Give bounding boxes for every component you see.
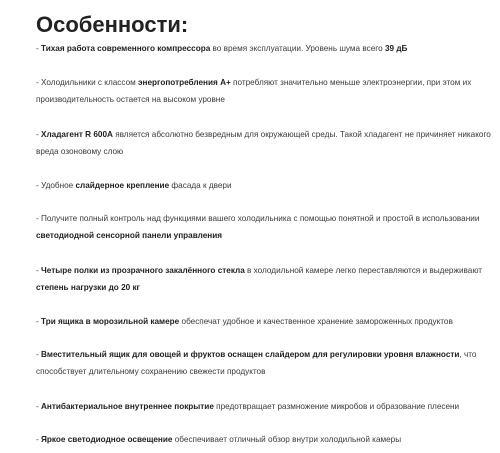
- feature-item-shelves: [36, 262, 498, 296]
- feature-text: во время эксплуатации. Уровень шума всего: [210, 44, 385, 53]
- feature-text: обеспечат удобное и качественное хранение замороженных продуктов: [179, 317, 453, 326]
- feature-dash: -: [36, 78, 42, 87]
- feature-item-freezer-drawers: [36, 313, 498, 330]
- feature-dash: -: [36, 44, 42, 53]
- feature-text: обеспечивает отличный обзор внутри холодильной камеры: [172, 435, 402, 444]
- feature-item-compressor: [36, 40, 498, 57]
- feature-dash: -: [36, 214, 42, 223]
- feature-dash: -: [36, 317, 42, 326]
- feature-dash: -: [36, 130, 42, 139]
- feature-text-pre: Холодильники с классом: [41, 78, 139, 87]
- feature-item-energy: [36, 74, 498, 108]
- feature-dash: -: [36, 181, 42, 190]
- feature-text: потребляют значительно меньше электроэнергии, при этом их производительность остается на высоком уровне: [36, 78, 472, 104]
- feature-item-antibacterial: [36, 398, 498, 415]
- feature-item-vegetable-drawer: [36, 346, 498, 380]
- feature-text-pre: Удобное: [41, 181, 76, 190]
- feature-bold-2: степень нагрузки до 20 кг: [36, 283, 140, 292]
- feature-item-slider-mount: [36, 177, 498, 194]
- feature-text: является абсолютно безвредным для окружающей среды. Такой хладагент не причиняет никакого вреда озоновому слою: [36, 130, 491, 156]
- feature-bold: Четыре полки из прозрачного закалённого стекла: [41, 266, 245, 275]
- feature-text: в холодильной камере легко переставляются и выдерживают: [244, 266, 483, 275]
- feature-bold: Три ящика в морозильной камере: [41, 317, 180, 326]
- feature-bold: Антибактериальное внутреннее покрытие: [41, 402, 214, 411]
- feature-text: фасада к двери: [169, 181, 232, 190]
- feature-bold: энергопотребления A+: [138, 78, 231, 87]
- feature-bold: светодиодной сенсорной панели управления: [36, 231, 223, 240]
- feature-bold-2: 39 дБ: [384, 44, 408, 53]
- page-title: Особенности:: [36, 12, 189, 37]
- feature-text: предотвращает размножение микробов и образование плесени: [213, 402, 460, 411]
- feature-bold: Тихая работа современного компрессора: [41, 44, 211, 53]
- feature-item-lighting: [36, 431, 498, 448]
- feature-item-control-panel: [36, 210, 498, 244]
- feature-dash: -: [36, 266, 42, 275]
- feature-bold: Хладагент R 600A: [41, 130, 113, 139]
- feature-dash: -: [36, 402, 42, 411]
- feature-text-pre: Получите полный контроль над функциями вашего холодильника с помощью понятной и простой в использовании: [41, 214, 480, 223]
- feature-bold: слайдерное крепление: [75, 181, 170, 190]
- feature-bold: Вместительный ящик для овощей и фруктов оснащен слайдером для регулировки уровня влажности: [41, 350, 460, 359]
- feature-dash: -: [36, 350, 42, 359]
- feature-item-refrigerant: [36, 126, 498, 160]
- feature-text: , что способствует длительному сохранению свежести продуктов: [36, 350, 477, 376]
- feature-dash: -: [36, 435, 42, 444]
- feature-bold: Яркое светодиодное освещение: [41, 435, 173, 444]
